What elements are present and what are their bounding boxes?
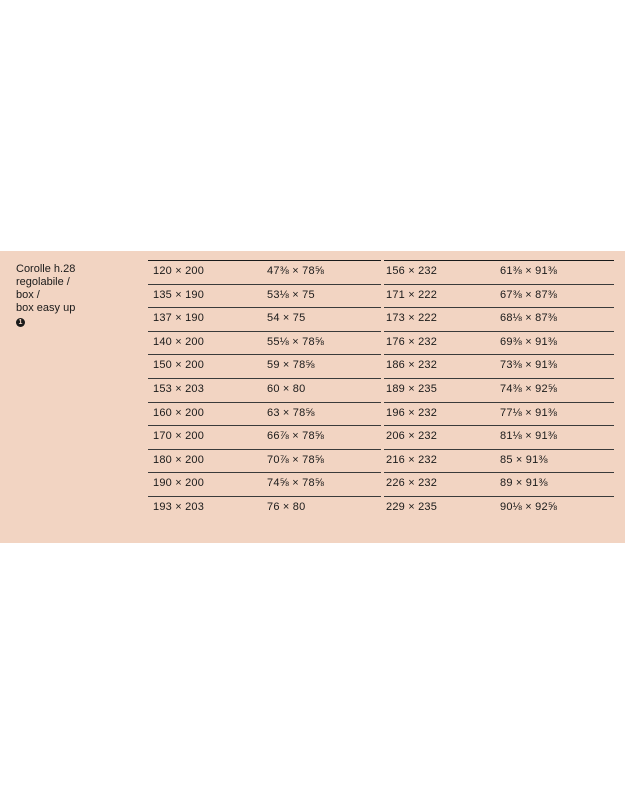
size-inches: 77⅛ × 91⅜ [500,406,558,419]
table-row [148,425,381,449]
table-row [384,260,614,284]
size-list-right [384,260,614,520]
product-label-line: Corolle h.28 [16,263,76,275]
note-marker-icon: 1 [16,318,25,327]
size-cm: 137 × 190 [153,312,205,325]
size-cm: 196 × 232 [386,406,438,419]
size-cm: 150 × 200 [153,359,205,372]
product-label [16,263,146,328]
size-cm: 156 × 232 [386,265,438,277]
table-row [148,284,381,308]
size-cm: 206 × 232 [386,430,438,443]
size-inches: 59 × 78⅝ [267,359,315,372]
size-cm: 186 × 232 [386,359,438,372]
size-inches: 55⅛ × 78⅝ [267,335,325,348]
table-row [148,378,381,402]
size-inches: 85 × 91⅜ [500,453,548,466]
table-row [148,354,381,378]
size-inches: 47⅜ × 78⅝ [267,265,325,277]
table-row [148,331,381,355]
product-label-line: box / [16,289,40,301]
size-cm: 229 × 235 [386,500,438,513]
size-inches: 81⅛ × 91⅜ [500,430,558,443]
table-row [148,402,381,426]
table-row [148,496,381,520]
product-label-line: regolabile / [16,276,70,288]
table-row [384,284,614,308]
size-inches: 61⅜ × 91⅜ [500,265,558,277]
size-inches: 74⅝ × 78⅝ [267,477,325,490]
size-inches: 66⅞ × 78⅝ [267,430,325,443]
size-cm: 216 × 232 [386,453,438,466]
size-inches: 74⅜ × 92⅝ [500,382,558,395]
size-cm: 120 × 200 [153,265,205,277]
table-row [384,425,614,449]
size-cm: 190 × 200 [153,477,205,490]
size-inches: 67⅜ × 87⅜ [500,288,558,301]
table-row [384,496,614,520]
table-row [384,449,614,473]
size-cm: 176 × 232 [386,335,438,348]
size-cm: 153 × 203 [153,382,205,395]
size-inches: 68⅛ × 87⅜ [500,312,558,325]
table-row [384,378,614,402]
size-cm: 226 × 232 [386,477,438,490]
size-inches: 63 × 78⅝ [267,406,315,419]
size-cm: 180 × 200 [153,453,205,466]
table-row [384,331,614,355]
size-cm: 135 × 190 [153,288,205,301]
table-row [148,449,381,473]
size-cm: 170 × 200 [153,430,205,443]
size-cm: 140 × 200 [153,335,205,348]
size-cm: 173 × 222 [386,312,438,325]
product-label-line: box easy up [16,302,76,314]
table-row [148,260,381,284]
table-row [384,354,614,378]
table-row [384,307,614,331]
size-inches: 90⅛ × 92⅝ [500,500,558,513]
size-inches: 53⅛ × 75 [267,288,315,301]
size-inches: 73⅜ × 91⅜ [500,359,558,372]
size-inches: 69⅜ × 91⅜ [500,335,558,348]
table-row [148,472,381,496]
size-cm: 193 × 203 [153,500,205,513]
size-inches: 76 × 80 [267,500,306,513]
size-inches: 60 × 80 [267,382,306,395]
table-row [148,307,381,331]
table-row [384,472,614,496]
size-inches: 70⅞ × 78⅝ [267,453,325,466]
size-cm: 171 × 222 [386,288,438,301]
size-cm: 160 × 200 [153,406,205,419]
size-inches: 54 × 75 [267,312,306,325]
size-cm: 189 × 235 [386,382,438,395]
table-row [384,402,614,426]
size-inches: 89 × 91⅜ [500,477,548,490]
size-list-left [148,260,381,520]
